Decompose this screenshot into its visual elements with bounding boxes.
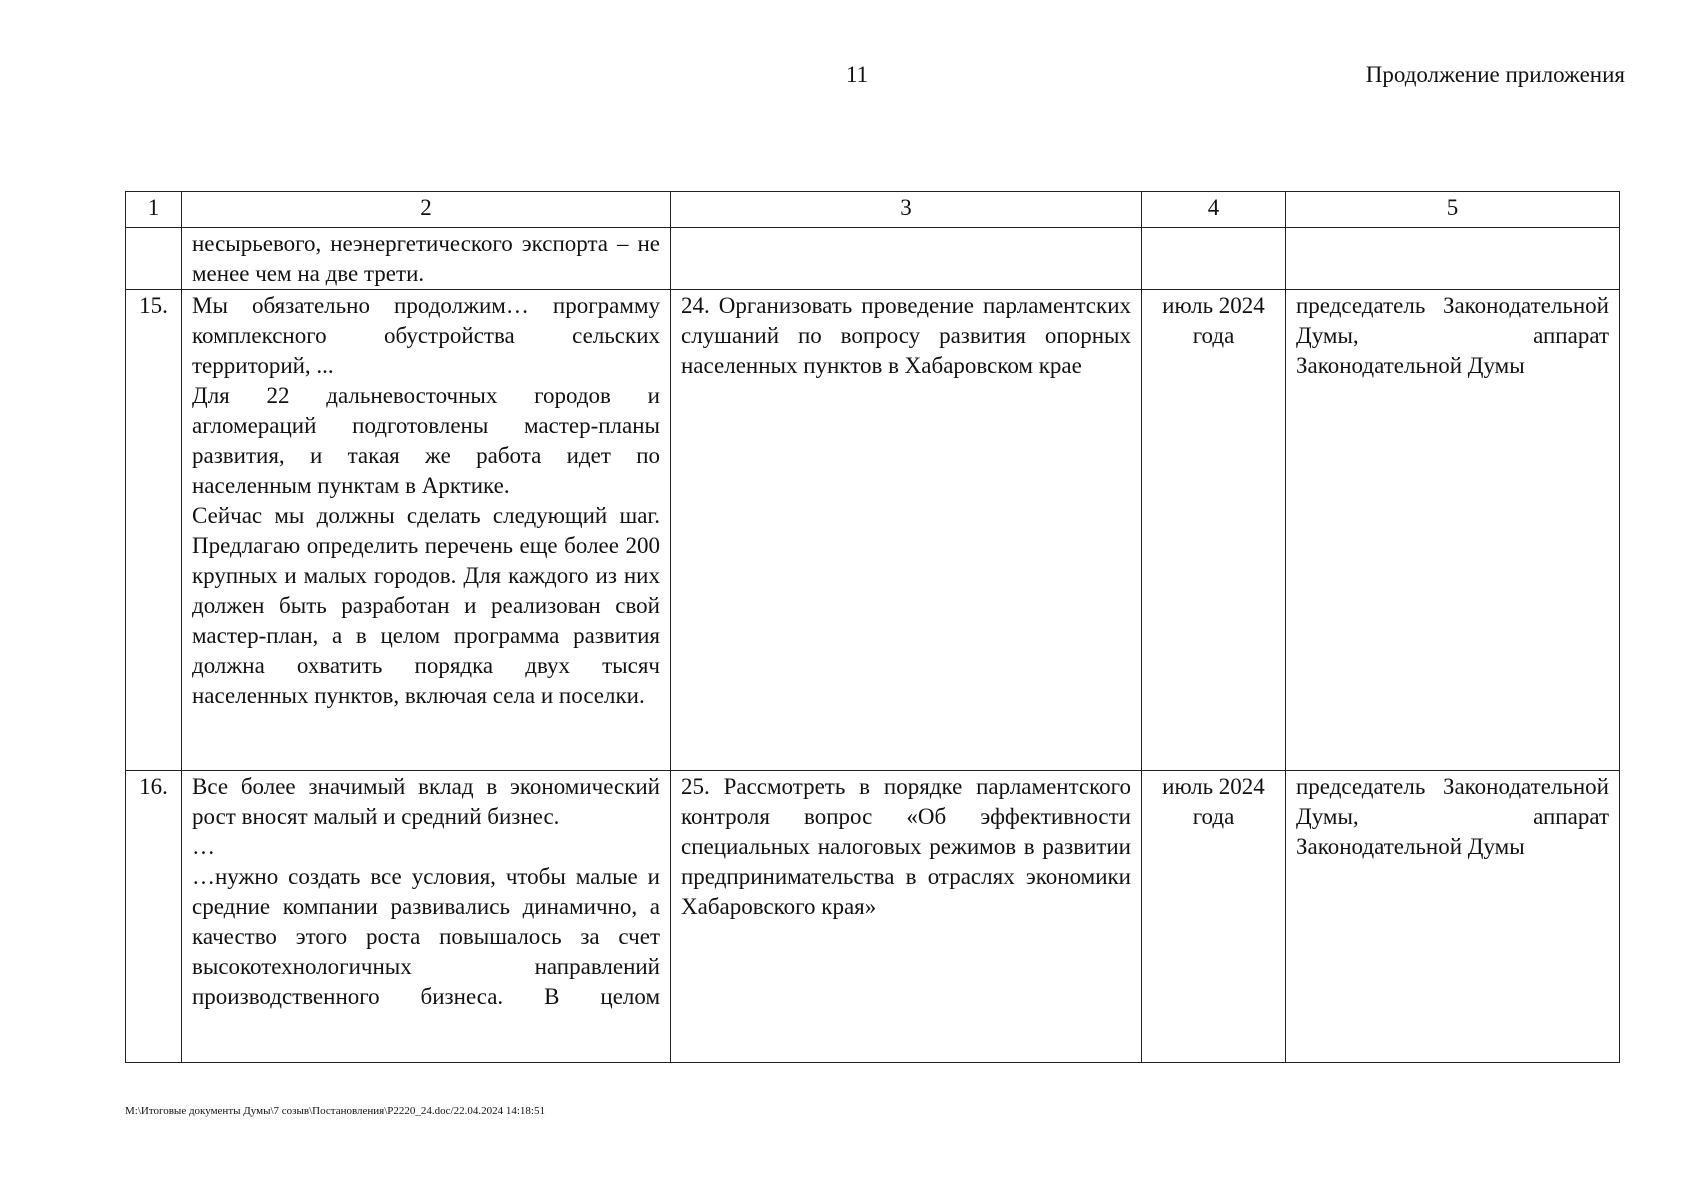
speech-excerpt-cell [182,771,671,1063]
resolution-table [125,191,1620,1063]
column-header: 2 [182,192,671,228]
row-number: 15. [126,290,182,771]
column-header: 5 [1286,192,1620,228]
table-row [126,228,1620,290]
table-header-row [126,192,1620,228]
deadline-cell: июль 2024 года [1142,290,1286,771]
column-header: 4 [1142,192,1286,228]
continuation-label: Продолжение приложения [1365,62,1625,87]
page-number: 11 [846,62,869,87]
column-header: 3 [671,192,1142,228]
table-row [126,290,1620,771]
speech-paragraph: Сейчас мы должны сделать следующий шаг. Предлагаю определить перечень еще более 200 крупных и малых городов. Для каждого из них должен быть разработан и реализован свой мастер-план, а в целом программа развития должна охватить порядка двух тысяч населенных пунктов, включая села и поселки. [192,503,660,708]
file-path-footer: M:\Итоговые документы Думы\7 созыв\Постановления\P2220_24.doc/22.04.2024 14:18:51 [125,1105,545,1117]
speech-excerpt-cell [182,290,671,771]
responsible-cell: председатель Законодательной Думы, аппарат Законодательной Думы [1286,290,1620,771]
speech-paragraph: Все более значимый вклад в экономический рост вносят малый и средний бизнес. [192,774,660,829]
speech-paragraph: Мы обязательно продолжим… программу комплексного обустройства сельских территорий, ... [192,293,660,378]
speech-paragraph: …нужно создать все условия, чтобы малые и средние компании развивались динамично, а качество этого роста повышалось за счет высокотехнологичных направлений производственного бизнеса. В целом [192,864,660,1009]
speech-paragraph: несырьевого, неэнергетического экспорта – не менее чем на две трети. [192,231,660,286]
measure-cell: 24. Организовать проведение парламентских слушаний по вопросу развития опорных населенных пунктов в Хабаровском крае [671,290,1142,771]
measure-cell [671,228,1142,290]
deadline-cell: июль 2024 года [1142,771,1286,1063]
column-header: 1 [126,192,182,228]
speech-paragraph: … [192,834,215,859]
speech-paragraph: Для 22 дальневосточных городов и агломераций подготовлены мастер-планы развития, и такая же работа идет по населенным пунктам в Арктике. [192,383,660,498]
measure-cell: 25. Рассмотреть в порядке парламентского контроля вопрос «Об эффективности специальных налоговых режимов в развитии предпринимательства в отраслях экономики Хабаровского края» [671,771,1142,1063]
responsible-cell: председатель Законодательной Думы, аппарат Законодательной Думы [1286,771,1620,1063]
speech-excerpt-cell [182,228,671,290]
deadline-cell [1142,228,1286,290]
row-number [126,228,182,290]
responsible-cell [1286,228,1620,290]
table-row [126,771,1620,1063]
row-number: 16. [126,771,182,1063]
